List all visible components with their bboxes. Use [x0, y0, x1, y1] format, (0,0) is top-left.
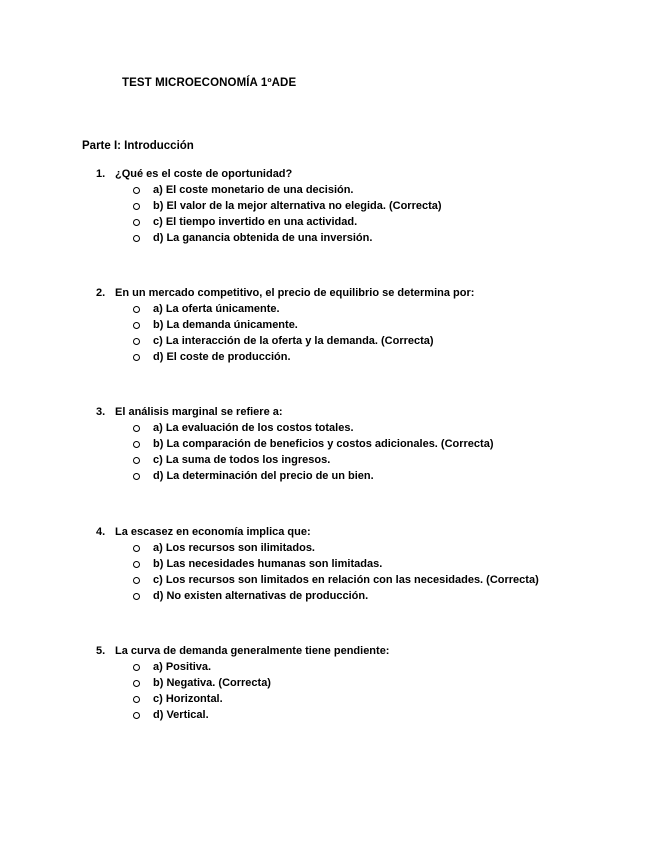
hollow-circle-bullet-icon — [133, 696, 140, 703]
hollow-circle-bullet-icon — [133, 338, 140, 345]
hollow-circle-bullet-icon — [133, 712, 140, 719]
option-text: b) Las necesidades humanas son limitadas. — [153, 558, 383, 570]
hollow-circle-bullet-icon — [133, 322, 140, 329]
hollow-circle-bullet-icon — [133, 577, 140, 584]
question-number: 1. — [96, 168, 106, 180]
question-text: La curva de demanda generalmente tiene pendiente: — [115, 645, 390, 657]
hollow-circle-bullet-icon — [133, 235, 140, 242]
hollow-circle-bullet-icon — [133, 354, 140, 361]
option-text: b) La demanda únicamente. — [153, 319, 298, 331]
hollow-circle-bullet-icon — [133, 664, 140, 671]
hollow-circle-bullet-icon — [133, 593, 140, 600]
option-text: d) Vertical. — [153, 709, 209, 721]
hollow-circle-bullet-icon — [133, 457, 140, 464]
hollow-circle-bullet-icon — [133, 545, 140, 552]
option-text: c) Los recursos son limitados en relación con las necesidades. (Correcta) — [153, 574, 539, 586]
option-text: d) El coste de producción. — [153, 351, 291, 363]
option-text: a) La oferta únicamente. — [153, 303, 280, 315]
option-text: b) Negativa. (Correcta) — [153, 677, 271, 689]
hollow-circle-bullet-icon — [133, 203, 140, 210]
hollow-circle-bullet-icon — [133, 680, 140, 687]
option-text: a) El coste monetario de una decisión. — [153, 184, 354, 196]
hollow-circle-bullet-icon — [133, 561, 140, 568]
question-text: El análisis marginal se refiere a: — [115, 406, 283, 418]
option-text: d) La ganancia obtenida de una inversión. — [153, 232, 373, 244]
question-text: La escasez en economía implica que: — [115, 526, 311, 538]
option-text: d) No existen alternativas de producción. — [153, 590, 369, 602]
question-number: 2. — [96, 287, 106, 299]
section-heading: Parte I: Introducción — [82, 140, 194, 152]
question-number: 4. — [96, 526, 106, 538]
option-text: d) La determinación del precio de un bien. — [153, 470, 374, 482]
option-text: b) La comparación de beneficios y costos adicionales. (Correcta) — [153, 438, 494, 450]
option-text: a) La evaluación de los costos totales. — [153, 422, 354, 434]
hollow-circle-bullet-icon — [133, 219, 140, 226]
hollow-circle-bullet-icon — [133, 441, 140, 448]
hollow-circle-bullet-icon — [133, 425, 140, 432]
question-text: ¿Qué es el coste de oportunidad? — [115, 168, 293, 180]
option-text: c) Horizontal. — [153, 693, 223, 705]
hollow-circle-bullet-icon — [133, 473, 140, 480]
option-text: b) El valor de la mejor alternativa no elegida. (Correcta) — [153, 200, 442, 212]
option-text: a) Positiva. — [153, 661, 212, 673]
question-text: En un mercado competitivo, el precio de equilibrio se determina por: — [115, 287, 475, 299]
option-text: c) La suma de todos los ingresos. — [153, 454, 331, 466]
question-number: 3. — [96, 406, 106, 418]
option-text: c) El tiempo invertido en una actividad. — [153, 216, 358, 228]
question-number: 5. — [96, 645, 106, 657]
option-text: a) Los recursos son ilimitados. — [153, 542, 315, 554]
hollow-circle-bullet-icon — [133, 187, 140, 194]
page-title: TEST MICROECONOMÍA 1ºADE — [122, 77, 297, 89]
option-text: c) La interacción de la oferta y la demanda. (Correcta) — [153, 335, 434, 347]
hollow-circle-bullet-icon — [133, 306, 140, 313]
